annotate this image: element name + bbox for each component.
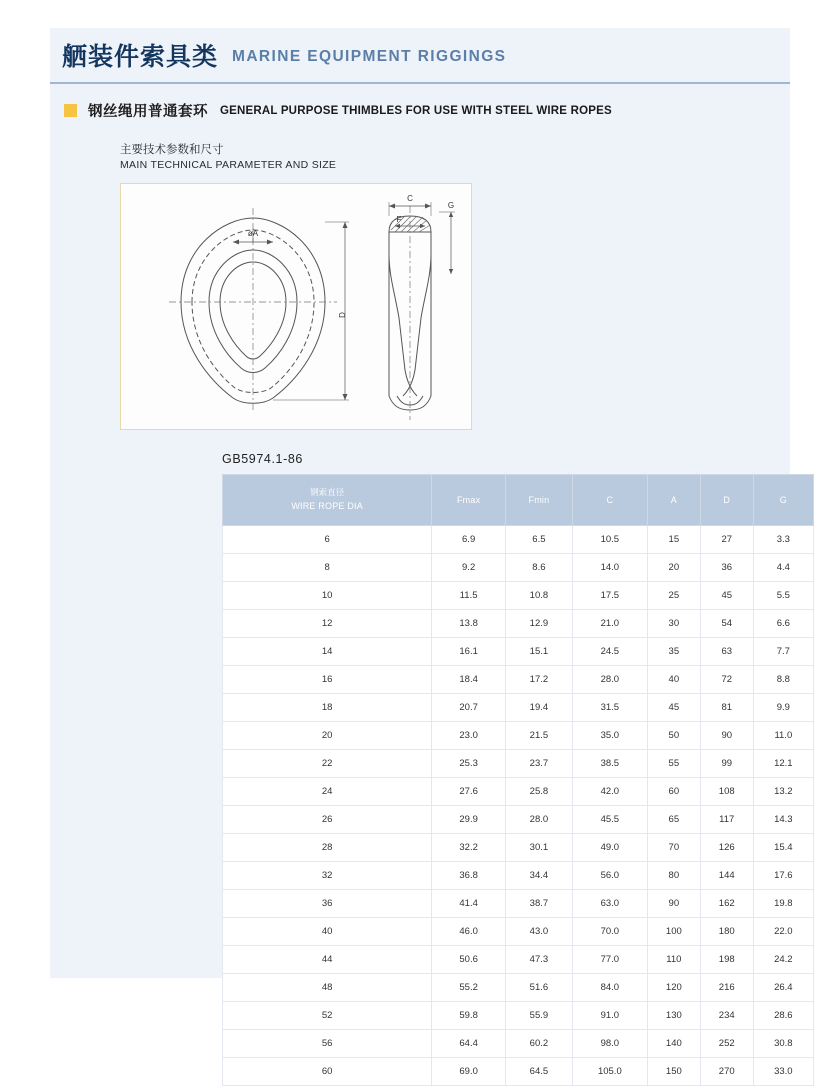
table-cell: 120	[647, 973, 700, 1001]
table-cell: 56	[223, 1029, 432, 1057]
table-cell: 12.9	[506, 609, 573, 637]
table-cell: 162	[700, 889, 753, 917]
table-cell: 70.0	[572, 917, 647, 945]
table-cell: 40	[647, 665, 700, 693]
table-cell: 36	[223, 889, 432, 917]
table-cell: 20	[647, 553, 700, 581]
table-cell: 15	[647, 525, 700, 553]
table-cell: 38.7	[506, 889, 573, 917]
table-cell: 25	[647, 581, 700, 609]
col-fmax: Fmax	[432, 474, 506, 525]
table-cell: 55.2	[432, 973, 506, 1001]
technical-drawing	[120, 183, 472, 430]
table-cell: 98.0	[572, 1029, 647, 1057]
table-cell: 4.4	[753, 553, 813, 581]
spec-caption	[120, 141, 790, 173]
dim-label-c: C	[407, 193, 413, 203]
table-cell: 70	[647, 833, 700, 861]
table-cell: 35.0	[572, 721, 647, 749]
table-cell: 21.0	[572, 609, 647, 637]
table-row	[223, 833, 814, 861]
table-cell: 69.0	[432, 1057, 506, 1085]
table-cell: 65	[647, 805, 700, 833]
table-row	[223, 721, 814, 749]
col-wire-rope-dia: 钢索直径 WIRE ROPE DIA	[223, 474, 432, 525]
table-cell: 19.4	[506, 693, 573, 721]
table-row	[223, 637, 814, 665]
spec-caption-cn: 主要技术参数和尺寸	[120, 142, 224, 156]
table-cell: 99	[700, 749, 753, 777]
table-cell: 10	[223, 581, 432, 609]
table-cell: 45	[700, 581, 753, 609]
table-cell: 23.7	[506, 749, 573, 777]
table-cell: 46.0	[432, 917, 506, 945]
table-cell: 64.4	[432, 1029, 506, 1057]
table-cell: 13.8	[432, 609, 506, 637]
table-cell: 108	[700, 777, 753, 805]
table-row	[223, 889, 814, 917]
table-cell: 6.5	[506, 525, 573, 553]
table-cell: 126	[700, 833, 753, 861]
table-cell: 17.5	[572, 581, 647, 609]
table-cell: 110	[647, 945, 700, 973]
table-cell: 10.5	[572, 525, 647, 553]
table-cell: 14.3	[753, 805, 813, 833]
table-row	[223, 917, 814, 945]
table-cell: 7.7	[753, 637, 813, 665]
table-cell: 13.2	[753, 777, 813, 805]
table-cell: 77.0	[572, 945, 647, 973]
table-row	[223, 777, 814, 805]
table-row	[223, 1001, 814, 1029]
table-cell: 60	[223, 1057, 432, 1085]
specification-table	[222, 474, 814, 1086]
table-cell: 17.6	[753, 861, 813, 889]
table-cell: 14.0	[572, 553, 647, 581]
table-cell: 84.0	[572, 973, 647, 1001]
table-cell: 24	[223, 777, 432, 805]
table-cell: 17.2	[506, 665, 573, 693]
table-cell: 10.8	[506, 581, 573, 609]
table-row	[223, 581, 814, 609]
table-cell: 32	[223, 861, 432, 889]
table-cell: 144	[700, 861, 753, 889]
table-cell: 252	[700, 1029, 753, 1057]
product-name-en: GENERAL PURPOSE THIMBLES FOR USE WITH STEEL WIRE ROPES	[220, 104, 612, 117]
table-cell: 60	[647, 777, 700, 805]
table-cell: 25.8	[506, 777, 573, 805]
table-cell: 45.5	[572, 805, 647, 833]
table-cell: 22	[223, 749, 432, 777]
table-cell: 20	[223, 721, 432, 749]
table-row	[223, 805, 814, 833]
table-cell: 16	[223, 665, 432, 693]
table-cell: 11.5	[432, 581, 506, 609]
table-cell: 28.0	[506, 805, 573, 833]
table-cell: 6	[223, 525, 432, 553]
table-cell: 180	[700, 917, 753, 945]
table-cell: 38.5	[572, 749, 647, 777]
table-cell: 12	[223, 609, 432, 637]
table-cell: 117	[700, 805, 753, 833]
col-a: A	[647, 474, 700, 525]
table-cell: 54	[700, 609, 753, 637]
table-cell: 23.0	[432, 721, 506, 749]
table-cell: 6.9	[432, 525, 506, 553]
table-cell: 20.7	[432, 693, 506, 721]
table-cell: 19.8	[753, 889, 813, 917]
table-cell: 48	[223, 973, 432, 1001]
table-cell: 90	[647, 889, 700, 917]
table-cell: 198	[700, 945, 753, 973]
table-cell: 270	[700, 1057, 753, 1085]
table-row	[223, 861, 814, 889]
table-row	[223, 525, 814, 553]
table-row	[223, 1029, 814, 1057]
table-cell: 26	[223, 805, 432, 833]
table-cell: 27	[700, 525, 753, 553]
table-cell: 9.9	[753, 693, 813, 721]
col-c: C	[572, 474, 647, 525]
table-cell: 8	[223, 553, 432, 581]
table-cell: 35	[647, 637, 700, 665]
table-cell: 216	[700, 973, 753, 1001]
product-name-cn: 钢丝绳用普通套环	[88, 104, 208, 120]
table-cell: 5.5	[753, 581, 813, 609]
table-cell: 36.8	[432, 861, 506, 889]
standard-code: GB5974.1-86	[222, 451, 303, 466]
table-cell: 9.2	[432, 553, 506, 581]
table-row	[223, 749, 814, 777]
table-cell: 15.1	[506, 637, 573, 665]
table-cell: 14	[223, 637, 432, 665]
table-cell: 18.4	[432, 665, 506, 693]
table-cell: 28.0	[572, 665, 647, 693]
table-cell: 47.3	[506, 945, 573, 973]
table-row	[223, 945, 814, 973]
header-title-en: MARINE EQUIPMENT RIGGINGS	[232, 48, 507, 65]
table-cell: 63.0	[572, 889, 647, 917]
table-cell: 55	[647, 749, 700, 777]
table-cell: 30.1	[506, 833, 573, 861]
table-cell: 130	[647, 1001, 700, 1029]
col-g: G	[753, 474, 813, 525]
table-row	[223, 553, 814, 581]
header-title-cn: 舾装件索具类	[62, 42, 219, 71]
thimble-drawing-svg	[121, 184, 471, 429]
table-cell: 6.6	[753, 609, 813, 637]
table-cell: 34.4	[506, 861, 573, 889]
table-cell: 49.0	[572, 833, 647, 861]
table-cell: 24.2	[753, 945, 813, 973]
table-cell: 43.0	[506, 917, 573, 945]
table-row	[223, 973, 814, 1001]
table-cell: 56.0	[572, 861, 647, 889]
table-cell: 41.4	[432, 889, 506, 917]
table-cell: 22.0	[753, 917, 813, 945]
table-cell: 42.0	[572, 777, 647, 805]
table-cell: 80	[647, 861, 700, 889]
table-cell: 27.6	[432, 777, 506, 805]
table-cell: 72	[700, 665, 753, 693]
table-cell: 51.6	[506, 973, 573, 1001]
spec-caption-en: MAIN TECHNICAL PARAMETER AND SIZE	[120, 158, 337, 171]
table-row	[223, 609, 814, 637]
table-cell: 60.2	[506, 1029, 573, 1057]
table-cell: 90	[700, 721, 753, 749]
page-header	[50, 28, 790, 84]
table-cell: 26.4	[753, 973, 813, 1001]
product-title	[50, 84, 790, 131]
table-cell: 15.4	[753, 833, 813, 861]
table-cell: 45	[647, 693, 700, 721]
table-cell: 55.9	[506, 1001, 573, 1029]
table-cell: 81	[700, 693, 753, 721]
table-cell: 28	[223, 833, 432, 861]
table-cell: 8.8	[753, 665, 813, 693]
dim-label-a: øA	[247, 228, 259, 238]
table-cell: 11.0	[753, 721, 813, 749]
table-cell: 63	[700, 637, 753, 665]
table-cell: 150	[647, 1057, 700, 1085]
table-cell: 64.5	[506, 1057, 573, 1085]
table-cell: 16.1	[432, 637, 506, 665]
table-cell: 91.0	[572, 1001, 647, 1029]
table-cell: 105.0	[572, 1057, 647, 1085]
col-d: D	[700, 474, 753, 525]
table-cell: 8.6	[506, 553, 573, 581]
table-row	[223, 665, 814, 693]
table-cell: 31.5	[572, 693, 647, 721]
table-cell: 30	[647, 609, 700, 637]
catalog-page	[50, 28, 793, 1077]
dim-label-f: F	[396, 214, 402, 224]
table-cell: 28.6	[753, 1001, 813, 1029]
table-cell: 50.6	[432, 945, 506, 973]
dim-label-g: G	[447, 200, 455, 210]
col-fmin: Fmin	[506, 474, 573, 525]
table-cell: 33.0	[753, 1057, 813, 1085]
table-cell: 29.9	[432, 805, 506, 833]
table-cell: 59.8	[432, 1001, 506, 1029]
table-cell: 234	[700, 1001, 753, 1029]
table-cell: 52	[223, 1001, 432, 1029]
table-cell: 24.5	[572, 637, 647, 665]
table-cell: 140	[647, 1029, 700, 1057]
table-cell: 25.3	[432, 749, 506, 777]
table-cell: 12.1	[753, 749, 813, 777]
table-cell: 18	[223, 693, 432, 721]
table-cell: 40	[223, 917, 432, 945]
table-cell: 3.3	[753, 525, 813, 553]
table-cell: 44	[223, 945, 432, 973]
table-cell: 32.2	[432, 833, 506, 861]
table-row	[223, 693, 814, 721]
table-cell: 100	[647, 917, 700, 945]
table-cell: 50	[647, 721, 700, 749]
table-row	[223, 1057, 814, 1085]
table-cell: 30.8	[753, 1029, 813, 1057]
table-cell: 21.5	[506, 721, 573, 749]
bullet-square-icon	[64, 104, 77, 117]
table-cell: 36	[700, 553, 753, 581]
table-header-row	[223, 474, 814, 525]
dim-label-d: D	[338, 312, 347, 318]
